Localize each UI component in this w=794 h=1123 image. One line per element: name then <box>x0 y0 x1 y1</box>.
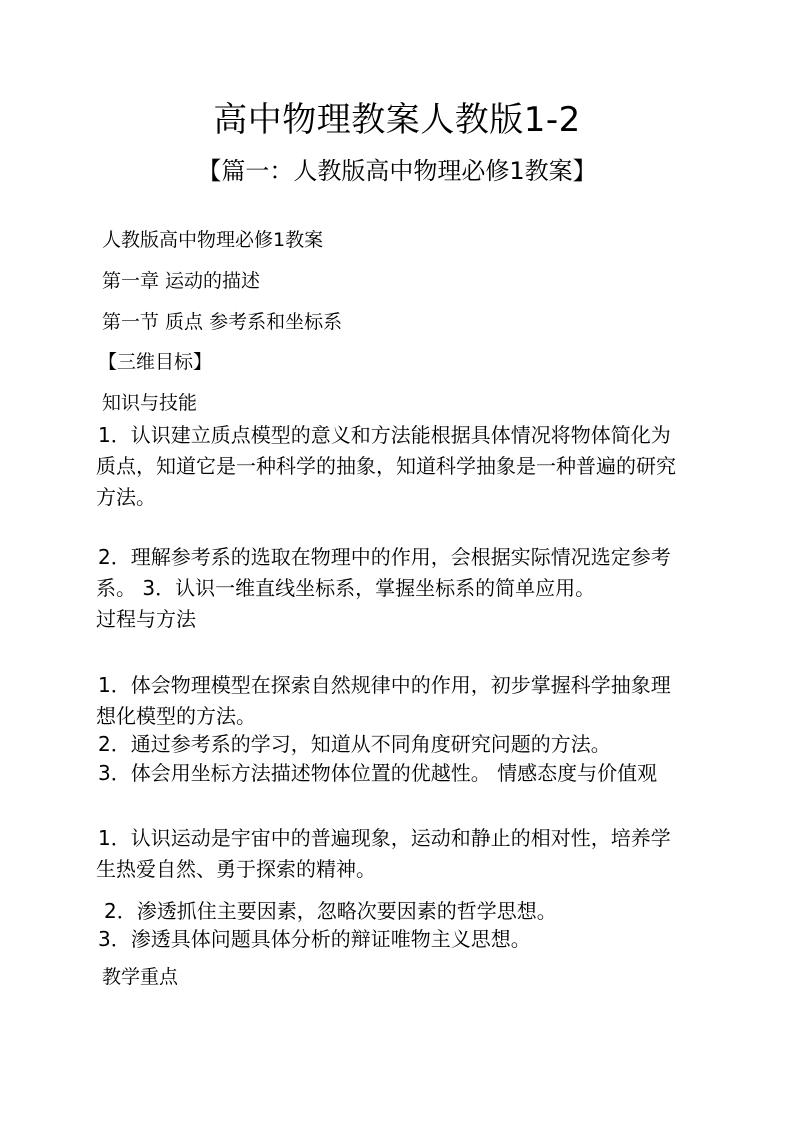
paragraph-line: 3．渗透具体问题具体分析的辩证唯物主义思想。 <box>98 927 531 951</box>
paragraph-line: 系。 3．认识一维直线坐标系，掌握坐标系的简单应用。 <box>96 576 596 600</box>
heading-objectives: 【三维目标】 <box>98 351 213 373</box>
heading-chapter: 第一章 运动的描述 <box>102 270 261 292</box>
paragraph-line: 2．理解参考系的选取在物理中的作用，会根据实际情况选定参考 <box>98 545 671 569</box>
heading-knowledge-skills: 知识与技能 <box>102 392 198 414</box>
heading-teaching-focus: 教学重点 <box>102 966 179 988</box>
paragraph-line: 1．认识运动是宇宙中的普遍现象，运动和静止的相对性，培养学 <box>98 826 671 850</box>
paragraph-line: 想化模型的方法。 <box>96 704 256 728</box>
document-subtitle: 【篇一：人教版高中物理必修1教案】 <box>197 157 597 185</box>
paragraph-line: 质点，知道它是一种科学的抽象，知道科学抽象是一种普遍的研究 <box>96 454 676 478</box>
paragraph-line: 2．渗透抓住主要因素，忽略次要因素的哲学思想。 <box>104 899 557 923</box>
paragraph-line: 1．认识建立质点模型的意义和方法能根据具体情况将物体简化为 <box>98 423 671 447</box>
paragraph-line: 方法。 <box>96 485 156 509</box>
heading-textbook: 人教版高中物理必修1教案 <box>102 229 324 251</box>
paragraph-line: 2．通过参考系的学习，知道从不同角度研究问题的方法。 <box>98 732 611 756</box>
document-title: 高中物理教案人教版1-2 <box>213 100 581 140</box>
heading-section: 第一节 质点 参考系和坐标系 <box>102 311 343 333</box>
paragraph-line: 1．体会物理模型在探索自然规律中的作用，初步掌握科学抽象理 <box>98 673 671 697</box>
paragraph-line: 生热爱自然、勇于探索的精神。 <box>96 857 376 881</box>
heading-process-methods: 过程与方法 <box>96 607 196 631</box>
paragraph-line: 3．体会用坐标方法描述物体位置的优越性。 情感态度与价值观 <box>98 761 658 785</box>
